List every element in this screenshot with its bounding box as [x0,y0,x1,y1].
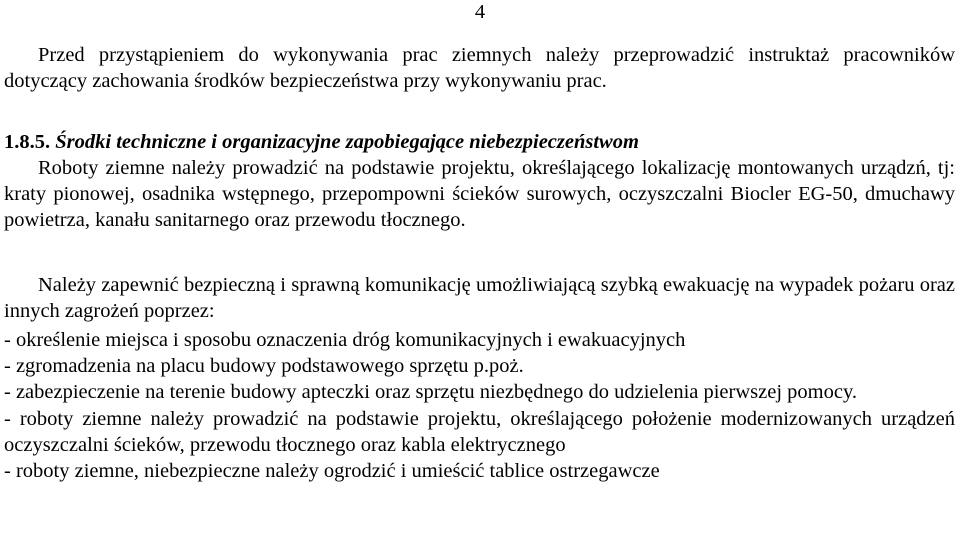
body-paragraph-2: Należy zapewnić bezpieczną i sprawną komunikację umożliwiającą szybką ewakuację na wypadek pożaru oraz innych zagrożeń poprzez: [4,274,955,323]
list-item: - roboty ziemne, niebezpieczne należy ogrodzić i umieścić tablice ostrzegawcze [4,460,660,483]
section-number: 1.8.5. [4,131,51,153]
list-item: - zgromadzenia na placu budowy podstawowego sprzętu p.poż. [4,355,524,378]
list-item: - roboty ziemne należy prowadzić na podstawie projektu, określającego położenie modernizowanych urządzeń oczyszczalni ścieków, przewodu tłocznego oraz kabla elektrycznego [4,407,955,456]
intro-paragraph: Przed przystąpieniem do wykonywania prac ziemnych należy przeprowadzić instruktaż pracowników dotyczący zachowania środków bezpieczeństwa przy wykonywaniu prac. [4,44,955,93]
section-heading [4,129,639,155]
page-number: 4 [474,1,486,23]
body-paragraph-1: Roboty ziemne należy prowadzić na podstawie projektu, określającego lokalizację montowanych urządzń, tj: kraty pionowej, osadnika wstępnego, przepompowni ścieków surowych, oczyszczalni Biocler EG-50, dmuchawy powietrza, kanału sanitarnego oraz przewodu tłocznego. [4,157,955,232]
measures-list [4,327,955,484]
list-item: - określenie miejsca i sposobu oznaczenia dróg komunikacyjnych i ewakuacyjnych [4,329,686,351]
list-item: - zabezpieczenie na terenie budowy apteczki oraz sprzętu niezbędnego do udzielenia pierwszej pomocy. [4,381,857,404]
section-title: Środki techniczne i organizacyjne zapobiegające niebezpieczeństwom [55,131,639,153]
